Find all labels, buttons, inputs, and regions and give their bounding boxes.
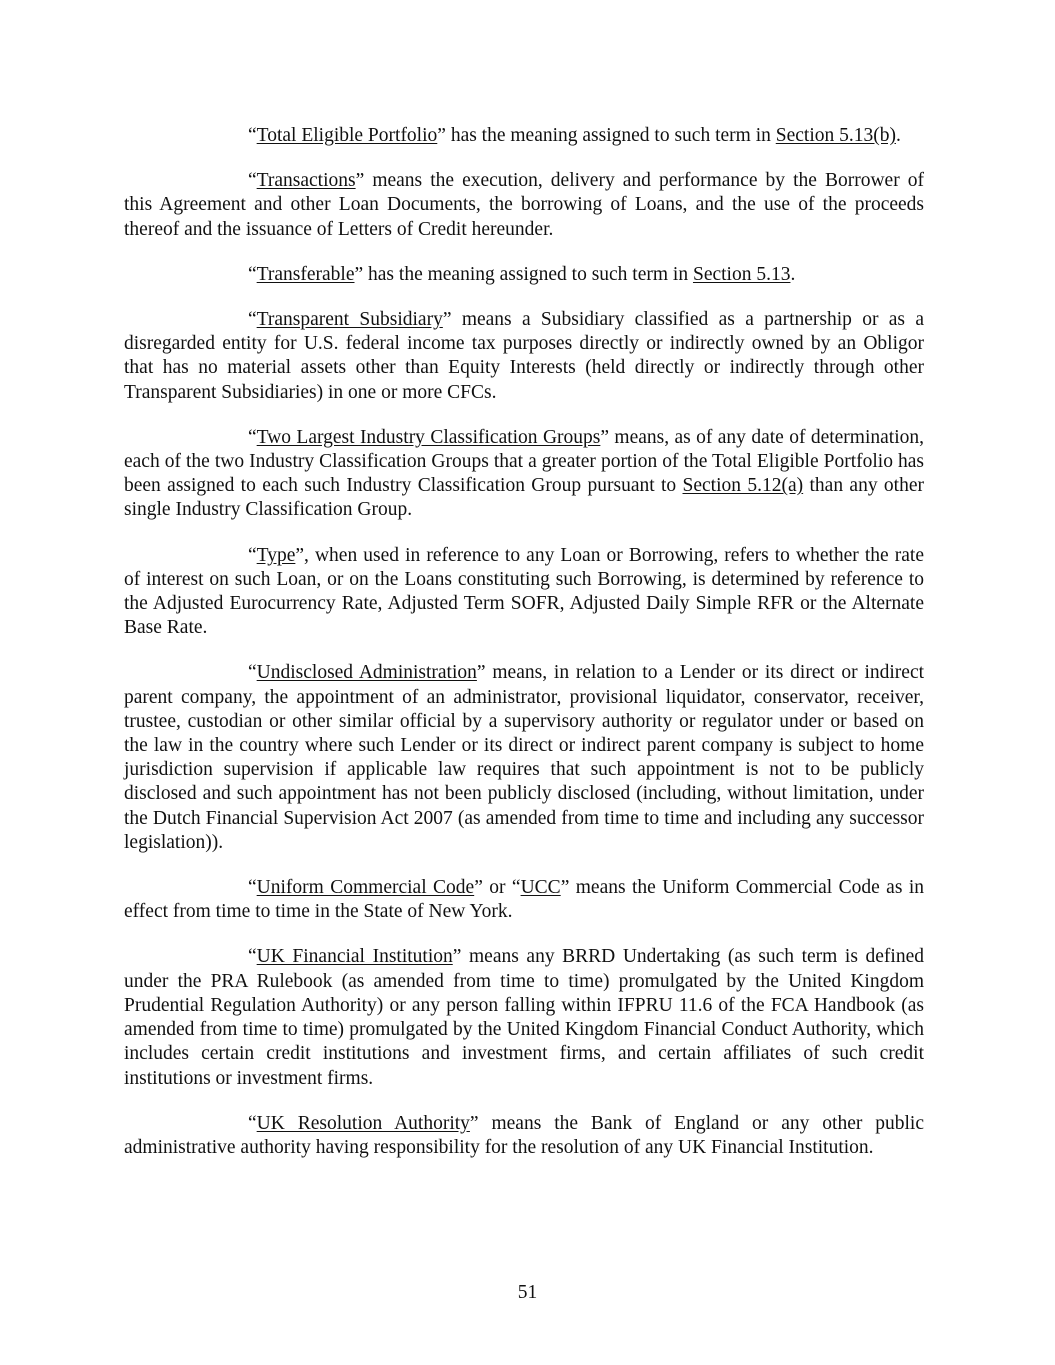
definition-text: means, in relation to a Lender or its direct or indirect parent company, the appointment of an administrator, provisional liquidator, conservator, receiver, trustee, custodian or other similar official by a supervisory authority or regulator under or based on the law in the country where such Lender or its direct or indirect parent company is subject to home jurisdiction supervision if applicable law requires that such appointment is not to be publicly disclosed and such appointment has not been publicly disclosed (including, without limitation, under the Dutch Financial Supervision Act 2007 (as amended from time to time and including any successor legislation)). (124, 662, 925, 853)
open-quote: “ (248, 1112, 257, 1134)
open-quote: “ (248, 125, 257, 146)
definition-uk-financial-institution (124, 945, 924, 1090)
definition-text: means any BRRD Undertaking (as such term is defined under the PRA Rulebook (as amended from time to time) promulgated by the United Kingdom Prudential Regulation Authority) or any person falling within IFPRU 11.6 of the FCA Handbook (as amended from time to time) promulgated by the United Kingdom Financial Conduct Authority, which includes certain credit institutions and investment firms, and certain affiliates of such credit institutions or investment firms. (124, 946, 924, 1089)
defined-term: Two Largest Industry Classification Groups (256, 426, 601, 448)
section-reference: Section 5.13(b) (775, 125, 896, 146)
open-quote: “ (248, 544, 257, 566)
definition-type (124, 544, 924, 641)
section-reference: Section 5.13 (692, 263, 791, 285)
close-quote: ” (452, 946, 462, 968)
close-quote: ” (354, 263, 364, 285)
defined-term: UK Financial Institution (256, 946, 453, 968)
definition-text: means, as of any date of determination, each of the two Industry Classification Groups that a greater portion of the Total Eligible Portfolio has been assigned to each such Industry Classification Group pursuant to (124, 426, 925, 497)
definitions-list (124, 124, 924, 1181)
definition-text-end: ” means the Uniform Commercial Code as in effect from time to time in the State of New York. (124, 877, 924, 923)
close-quote: ” (355, 170, 365, 192)
definition-uniform-commercial-code (124, 876, 924, 924)
close-quote: ” (442, 309, 452, 331)
definition-transferable (124, 263, 924, 287)
section-reference: Section 5.12(a) (682, 475, 804, 497)
open-quote: “ (248, 877, 257, 899)
definition-text: means the Bank of England or any other public administrative authority having responsibility for the resolution of any UK Financial Institution. (124, 1112, 925, 1158)
definition-text-end: . (790, 263, 796, 285)
definition-two-largest-industry-classification-groups (124, 426, 924, 523)
open-quote: “ (248, 946, 257, 968)
definition-text: , when used in reference to any Loan or Borrowing, refers to whether the rate of interest on such Loan, or on the Loans constituting such Borrowing, is determined by reference to the Adjusted Eurocurrency Rate, Adjusted Term SOFR, Adjusted Daily Simple RFR or the Alternate Base Rate. (124, 544, 924, 639)
definition-text: has the meaning assigned to such term in (445, 125, 776, 146)
definition-transactions (124, 169, 924, 242)
close-quote: ” (600, 426, 610, 448)
close-quote: ” (295, 544, 305, 566)
defined-term: Transparent Subsidiary (256, 309, 443, 331)
open-quote: “ (248, 263, 257, 285)
defined-term: Type (256, 544, 296, 566)
defined-term: Undisclosed Administration (256, 662, 477, 684)
definition-text: means the execution, delivery and performance by the Borrower of this Agreement and other Loan Documents, the borrowing of Loans, and the use of the proceeds thereof and the issuance of Letters of Credit hereunder. (124, 170, 924, 240)
definition-text: means a Subsidiary classified as a partnership or as a disregarded entity for U.S. federal income tax purposes directly or indirectly owned by an Obligor that has no material assets other than Equity Interests (held directly or indirectly through other Transparent Subsidiaries) in one or more CFCs. (124, 309, 925, 403)
definition-undisclosed-administration (124, 661, 924, 855)
close-quote: ” (474, 877, 483, 899)
defined-term: Transactions (256, 170, 356, 192)
definition-transparent-subsidiary (124, 308, 924, 405)
definition-uk-resolution-authority (124, 1112, 924, 1160)
open-quote: “ (248, 170, 257, 192)
definition-text: or “ (482, 877, 521, 899)
defined-term-alias: UCC (520, 877, 561, 899)
page-number: 51 (517, 1282, 538, 1303)
definition-text: has the meaning assigned to such term in (363, 263, 693, 285)
definition-total-eligible-portfolio (124, 124, 924, 148)
close-quote: ” (469, 1112, 479, 1134)
defined-term: Total Eligible Portfolio (256, 125, 438, 146)
defined-term: Transferable (256, 263, 355, 285)
close-quote: ” (437, 125, 446, 146)
open-quote: “ (248, 426, 257, 448)
defined-term: UK Resolution Authority (256, 1112, 470, 1134)
open-quote: “ (248, 662, 257, 684)
defined-term: Uniform Commercial Code (256, 877, 475, 899)
definition-text-end: . (895, 125, 901, 146)
close-quote: ” (476, 662, 486, 684)
open-quote: “ (248, 309, 257, 331)
definition-text-end: than any other single Industry Classification Group. (124, 475, 924, 521)
